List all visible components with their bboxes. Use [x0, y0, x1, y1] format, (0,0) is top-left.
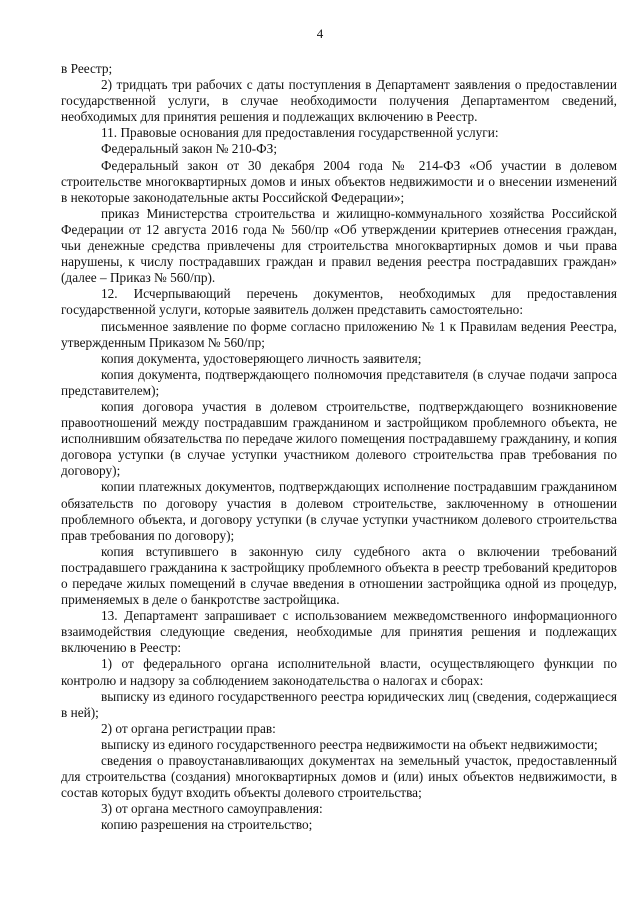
paragraph: выписку из единого государственного реестра юридических лиц (сведения, содержащиеся в ней);: [61, 688, 617, 720]
section-heading: 12. Исчерпывающий перечень документов, необходимых для предоставления государственной услуги, которые заявитель должен представить самостоятельно:: [61, 286, 617, 318]
paragraph: копия договора участия в долевом строительстве, подтверждающего возникновение правоотношений между пострадавшим гражданином и застройщиком проблемного объекта, не исполнившим обязательства по передаче жилого помещения пострадавшему гражданину, и копия договора уступки (в случае уступки участником долевого строительства прав требования по договору);: [61, 398, 617, 479]
page-number: 4: [316, 26, 324, 41]
paragraph: копия вступившего в законную силу судебного акта о включении требований пострадавшего гражданина к застройщику проблемного объекта в реестр требований кредиторов о передаче жилых помещений в случае введения в отношении застройщика одной из процедур, применяемых в деле о банкротстве застройщика.: [61, 543, 617, 608]
section-heading: 11. Правовые основания для предоставления государственной услуги:: [101, 125, 499, 141]
paragraph: Федеральный закон от 30 декабря 2004 года № 214-ФЗ «Об участии в долевом строительстве многоквартирных домов и иных объектов недвижимости и о внесении изменений в некоторые законодательные акты Российской Федерации»;: [61, 157, 617, 205]
paragraph: 3) от органа местного самоуправления:: [101, 801, 323, 817]
paragraph: 1) от федерального органа исполнительной власти, осуществляющего функции по контролю и надзору за соблюдением законодательства о налогах и сборах:: [61, 656, 617, 688]
paragraph: приказ Министерства строительства и жилищно-коммунального хозяйства Российской Федерации от 12 августа 2016 года № 560/пр «Об утверждении критериев отнесения граждан, чьи денежные средства привлечены для строительства многоквартирных домов и чьи права нарушены, к числу пострадавших граждан и правил ведения реестра пострадавших граждан» (далее – Приказ № 560/пр).: [61, 205, 617, 286]
paragraph: Федеральный закон № 210-ФЗ;: [101, 141, 278, 157]
document-body: [61, 61, 617, 834]
paragraph: копия документа, подтверждающего полномочия представителя (в случае подачи запроса представителем);: [61, 366, 617, 398]
paragraph: в Реестр;: [61, 61, 113, 76]
paragraph: копия документа, удостоверяющего личность заявителя;: [101, 350, 422, 366]
paragraph: 2) от органа регистрации прав:: [101, 720, 276, 736]
section-heading: 13. Департамент запрашивает с использованием межведомственного информационного взаимодействия следующие сведения, необходимые для принятия решения и подлежащих включению в Реестр:: [61, 608, 617, 656]
paragraph: письменное заявление по форме согласно приложению № 1 к Правилам ведения Реестра, утвержденным Приказом № 560/пр;: [61, 318, 617, 350]
paragraph: копии платежных документов, подтверждающих исполнение пострадавшим гражданином обязательств по договору участия в долевом строительстве, заключенному в отношении проблемного объекта, и договору уступки (в случае уступки участником долевого строительства прав требования по договору);: [61, 479, 617, 543]
paragraph: выписку из единого государственного реестра недвижимости на объект недвижимости;: [101, 736, 598, 752]
paragraph: сведения о правоустанавливающих документах на земельный участок, предоставленный для строительства (создания) многоквартирных домов и (или) иных объектов недвижимости, в состав которых будут входить объекты долевого строительства;: [61, 753, 617, 801]
paragraph: 2) тридцать три рабочих с даты поступления в Департамент заявления о предоставлении государственной услуги, в случае необходимости получения Департаментом сведений, необходимых для принятия решения и подлежащих включению в Реестр.: [61, 77, 617, 125]
paragraph: копию разрешения на строительство;: [101, 817, 313, 833]
